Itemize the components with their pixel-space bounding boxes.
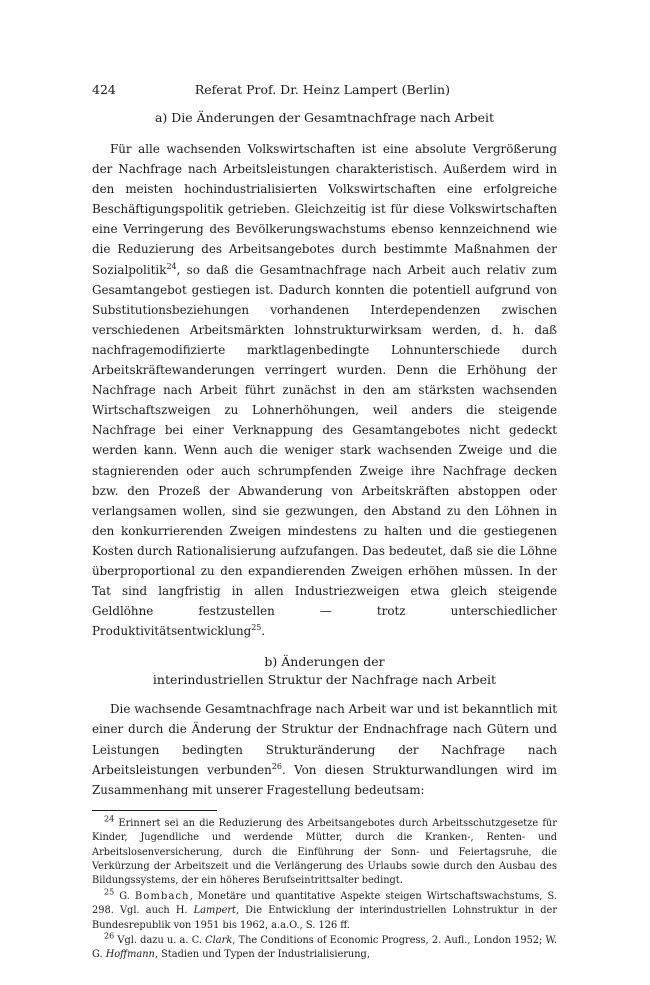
footnote-26: $^{26}$ Vgl. dazu u. a. C. Clark, The Conditions of Economic Progress, 2. Aufl., London 1952; W. G. Hoffmann, Stadien und Typen der Industrialisierung, bbox=[92, 931, 558, 961]
footnote-ref-24: 24 bbox=[166, 261, 177, 271]
author-name: Lampert bbox=[193, 905, 236, 917]
running-header bbox=[92, 82, 557, 97]
footnote-25: $^{25}$ G. Bombach, Monetäre und quantitative Aspekte steigen Wirtschaftswachstums, S. 298. Vgl. auch H. Lampert, Die Entwicklung der interindustriellen Lohnstruktur in der Bundesrepublik von 1951 bis 1962, a.a.O., S. 126 ff. bbox=[92, 887, 557, 931]
footnote-ref-25: 25 bbox=[251, 623, 262, 633]
footnote-divider bbox=[92, 810, 217, 811]
section-b-heading bbox=[92, 653, 557, 689]
book-page bbox=[92, 82, 557, 964]
footnote-ref-26: 26 bbox=[271, 761, 282, 771]
author-name: Hoffmann bbox=[105, 949, 155, 961]
running-title: Referat Prof. Dr. Heinz Lampert (Berlin) bbox=[194, 82, 450, 97]
section-a-heading: a) Die Änderungen der Gesamtnachfrage nach Arbeit bbox=[154, 110, 495, 125]
section-b-heading-line1: b) Änderungen der bbox=[264, 654, 385, 670]
section-b-paragraph: Die wachsende Gesamtnachfrage nach Arbeit war und ist bekanntlich mit einer durch die Änderung der Struktur der Endnachfrage nach Gütern und Leistungen bedingten Strukturänderung der Nachfrage nach Arbeitsleistungen verbunden$^{26}$. Von diesen Strukturwandlungen wird im Zusammenhang mit unserer Fragestellung bedeutsam: bbox=[92, 702, 557, 797]
author-name: Bombach bbox=[135, 890, 190, 902]
author-name: Clark bbox=[205, 935, 233, 947]
page-number: 424 bbox=[92, 82, 116, 97]
footnote-24: $^{24}$ Erinnert sei an die Reduzierung des Arbeitsangebotes durch Arbeitsschutzgesetze für Kinder, Jugendliche und werdende Mütter, durch die Kranken-, Renten- und Arbeitslosenversicherung, durch die Einführung der Sonn- und Feiertagsruhe, die Verkürzung der Arbeitszeit und die Verlängerung des Urlaubs sowie durch den Ausbau des Bildungssystems, der ein höheres Berufseintrittsalter bedingt. bbox=[92, 814, 557, 887]
section-b-heading-line2: interindustriellen Struktur der Nachfrage nach Arbeit bbox=[152, 672, 497, 688]
section-a-paragraph: Für alle wachsenden Volkswirtschaften ist eine absolute Vergrößerung der Nachfrage nach Arbeitsleistungen charakteristisch. Außerdem wird in den meisten hochindustrialisierten Volkswirtschaften eine erfolgreiche Beschäftigungspolitik getrieben. Gleichzeitig ist für diese Volkswirtschaften eine Verringerung des Bevölkerungswachstums ebenso kennzeichnend wie die Reduzierung des Arbeitsangebotes durch bestimmte Maßnahmen der Sozialpolitik$^{24}$, so daß die Gesamtnachfrage nach Arbeit auch relativ zum Gesamtangebot gestiegen ist. Dadurch konnten die potentiell aufgrund von Substitutionsbeziehungen vorhandenen Interdependenzen zwischen verschiedenen Arbeitsmärkten lohnstrukturwirksam werden, d. h. daß nachfragemodifizierte marktlagenbedingte Lohnunterschiede durch Arbeitskräftewanderungen verringert wurden. Denn die Erhöhung der Nachfrage nach Arbeit führt zunächst in den am stärksten wachsenden Wirtschaftszweigen zu Lohnerhöhungen, weil anders die steigende Nachfrage bei einer Verknappung des Gesamtangebotes nicht gedeckt werden kann. Wenn auch die weniger stark wachsenden Zweige und die stagnierenden oder auch schrumpfenden Zweige ihre Nachfrage decken bzw. den Prozeß der Abwanderung von Arbeitskräften abstoppen oder verlangsamen wollen, sind sie gezwungen, den Abstand zu den Löhnen in den konkurrierenden Zweigen mindestens zu halten und die gestiegenen Kosten durch Rationalisierung aufzufangen. Das bedeutet, daß sie die Löhne überproportional zu den expandierenden Zweigen erhöhen müssen. In der Tat sind langfristig in allen Industriezweigen etwa gleich steigende Geldlöhne festzustellen — trotz unterschiedlicher Produktivitätsentwicklung$^{25}$. bbox=[92, 142, 557, 639]
